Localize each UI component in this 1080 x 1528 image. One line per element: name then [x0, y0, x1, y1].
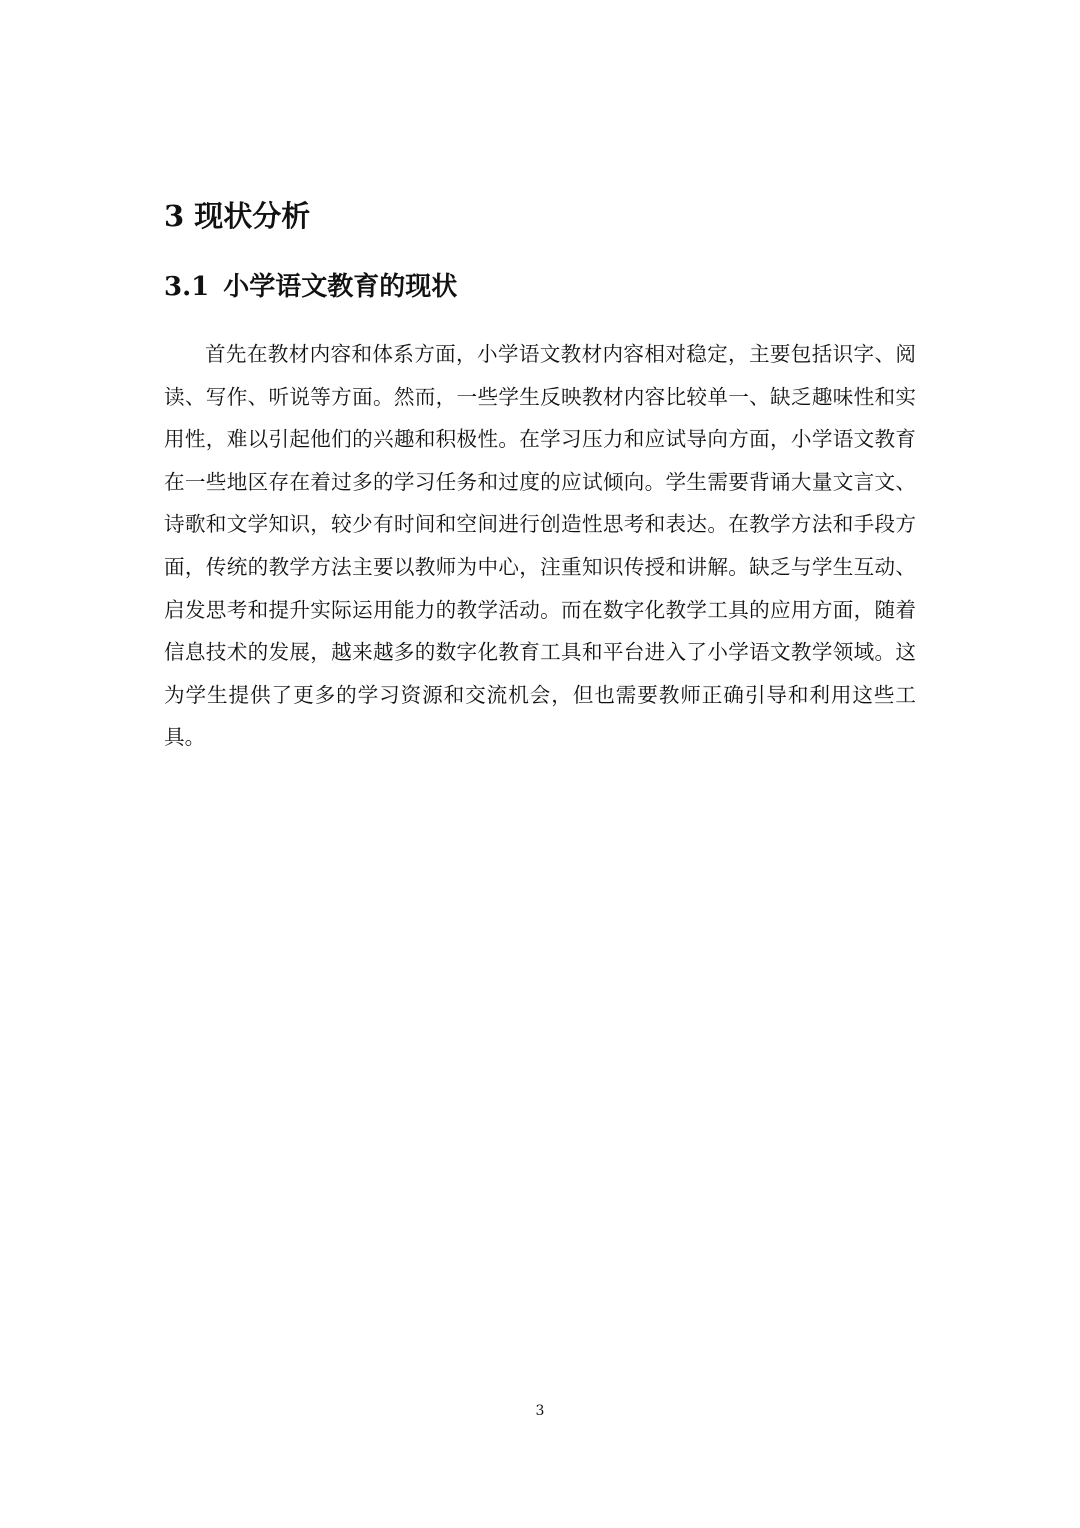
chapter-heading: 3 现状分析 — [164, 199, 311, 233]
section-heading — [164, 268, 457, 306]
section-number: 3.1 — [164, 272, 210, 302]
section-title: 小学语文教育的现状 — [223, 272, 458, 302]
page-number: 3 — [535, 1403, 545, 1419]
body-paragraph: 首先在教材内容和体系方面，小学语文教材内容相对稳定，主要包括识字、阅读、写作、听说等方面。然而，一些学生反映教材内容比较单一、缺乏趣味性和实用性，难以引起他们的兴趣和积极性。在学习压力和应试导向方面，小学语文教育在一些地区存在着过多的学习任务和过度的应试倾向。学生需要背诵大量文言文、诗歌和文学知识，较少有时间和空间进行创造性思考和表达。在教学方法和手段方面，传统的教学方法主要以教师为中心，注重知识传授和讲解。缺乏与学生互动、启发思考和提升实际运用能力的教学活动。而在数字化教学工具的应用方面，随着信息技术的发展，越来越多的数字化教育工具和平台进入了小学语文教学领域。这为学生提供了更多的学习资源和交流机会，但也需要教师正确引导和利用这些工具。 — [164, 342, 916, 750]
